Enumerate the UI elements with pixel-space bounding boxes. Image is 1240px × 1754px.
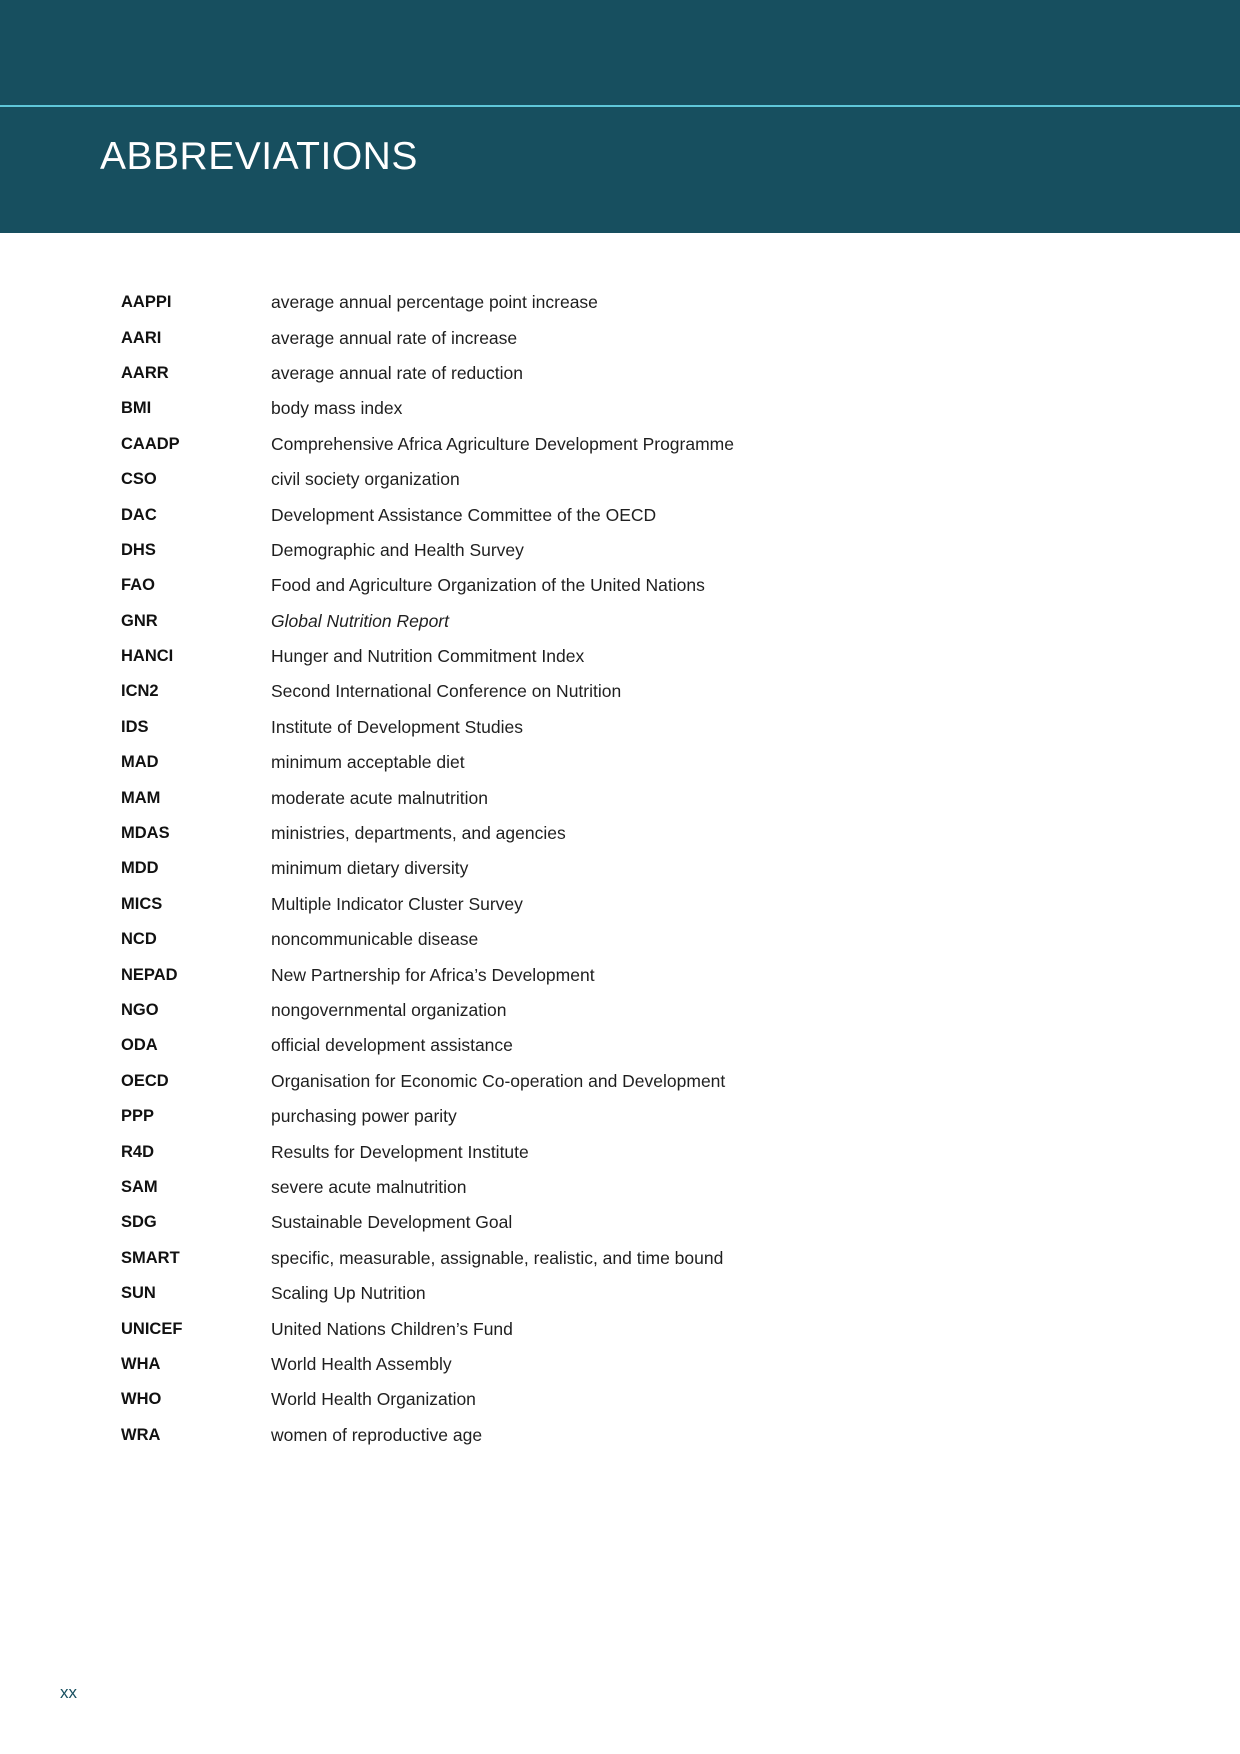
abbreviation-term: DHS [121,540,156,559]
abbreviation-definition: official development assistance [271,1035,513,1056]
abbreviation-term: OECD [121,1071,169,1090]
abbreviation-term: GNR [121,611,158,630]
abbreviation-definition: Sustainable Development Goal [271,1212,513,1233]
abbreviation-term: ICN2 [121,682,159,701]
abbreviation-definition: Organisation for Economic Co-operation and Development [271,1070,726,1091]
abbreviation-term: WHO [121,1390,162,1409]
abbreviation-definition: minimum acceptable diet [271,752,465,773]
abbreviation-term: MDD [121,859,159,878]
abbreviation-definition: noncommunicable disease [271,929,479,950]
abbreviation-definition: average annual rate of increase [271,327,518,348]
list-item [121,568,1021,603]
list-item [121,320,1021,355]
list-item [121,1064,1021,1099]
abbreviation-definition: minimum dietary diversity [271,858,469,879]
list-item [121,851,1021,886]
abbreviation-term: MAM [121,788,161,807]
list-item [121,957,1021,992]
abbreviation-definition: Hunger and Nutrition Commitment Index [271,646,585,667]
abbreviation-term: AAPPI [121,293,172,312]
abbreviation-definition: average annual rate of reduction [271,362,523,383]
abbreviation-definition: World Health Assembly [271,1353,452,1374]
abbreviation-definition: purchasing power parity [271,1106,457,1127]
abbreviation-definition: Development Assistance Committee of the OECD [271,504,657,525]
abbreviation-term: SDG [121,1213,157,1232]
list-item [121,887,1021,922]
list-item [121,533,1021,568]
list-item [121,816,1021,851]
list-item [121,1205,1021,1240]
abbreviation-term: SMART [121,1248,180,1267]
header-band [0,0,1240,233]
abbreviation-definition: New Partnership for Africa’s Development [271,964,595,985]
abbreviation-definition: specific, measurable, assignable, realistic, and time bound [271,1247,724,1268]
list-item [121,1347,1021,1382]
list-item [121,1241,1021,1276]
abbreviation-definition: women of reproductive age [271,1424,483,1445]
abbreviation-term: PPP [121,1107,155,1126]
abbreviation-definition: average annual percentage point increase [271,292,598,313]
abbreviation-term: ODA [121,1036,158,1055]
abbreviation-definition: Demographic and Health Survey [271,539,524,560]
abbreviation-term: BMI [121,399,152,418]
abbreviations-list [121,285,1021,1453]
list-item [121,1418,1021,1453]
abbreviation-definition: Results for Development Institute [271,1141,529,1162]
abbreviation-term: CSO [121,470,157,489]
abbreviation-definition: Institute of Development Studies [271,716,523,737]
abbreviation-definition: ministries, departments, and agencies [271,823,566,844]
abbreviation-definition: moderate acute malnutrition [271,787,488,808]
list-item [121,604,1021,639]
list-item [121,745,1021,780]
abbreviation-term: DAC [121,505,157,524]
abbreviation-definition: severe acute malnutrition [271,1176,467,1197]
abbreviation-definition: Second International Conference on Nutrition [271,681,622,702]
abbreviation-term: NEPAD [121,965,178,984]
list-item [121,1276,1021,1311]
list-item [121,462,1021,497]
abbreviation-definition: Food and Agriculture Organization of the United Nations [271,575,705,596]
abbreviation-term: SAM [121,1177,158,1196]
abbreviation-term: R4D [121,1142,155,1161]
abbreviation-term: UNICEF [121,1319,183,1338]
list-item [121,356,1021,391]
header-divider [0,105,1240,107]
list-item [121,1382,1021,1417]
abbreviation-term: AARR [121,363,169,382]
list-item [121,639,1021,674]
list-item [121,1311,1021,1346]
abbreviation-term: MICS [121,894,163,913]
abbreviation-definition: Scaling Up Nutrition [271,1283,426,1304]
abbreviation-term: NGO [121,1001,159,1019]
abbreviation-definition: United Nations Children’s Fund [271,1318,513,1339]
list-item [121,780,1021,815]
abbreviation-definition: Comprehensive Africa Agriculture Development Programme [271,433,734,454]
abbreviation-definition: World Health Organization [271,1389,476,1410]
list-item [121,391,1021,426]
list-item [121,1028,1021,1063]
page-title: ABBREVIATIONS [100,135,418,178]
list-item [121,497,1021,532]
abbreviation-term: IDS [121,717,149,736]
abbreviation-term: WHA [121,1354,161,1373]
abbreviation-term: WRA [121,1425,161,1444]
abbreviation-definition: nongovernmental organization [271,1000,507,1020]
abbreviation-definition: Global Nutrition Report [271,610,449,631]
list-item [121,285,1021,320]
abbreviation-term: HANCI [121,647,174,666]
list-item [121,674,1021,709]
list-item [121,922,1021,957]
abbreviation-term: FAO [121,576,155,595]
abbreviation-term: MDAS [121,824,170,843]
list-item [121,993,1021,1028]
abbreviation-term: AARI [121,328,162,347]
list-item [121,1134,1021,1169]
abbreviation-definition: civil society organization [271,469,460,490]
abbreviation-term: MAD [121,753,159,772]
abbreviation-definition: body mass index [271,398,403,419]
list-item [121,1170,1021,1205]
list-item [121,710,1021,745]
abbreviation-term: CAADP [121,434,180,453]
list-item [121,1099,1021,1134]
abbreviation-definition: Multiple Indicator Cluster Survey [271,893,523,914]
page-number: xx [60,1683,77,1702]
abbreviation-term: SUN [121,1284,156,1303]
abbreviation-term: NCD [121,930,157,949]
list-item [121,427,1021,462]
